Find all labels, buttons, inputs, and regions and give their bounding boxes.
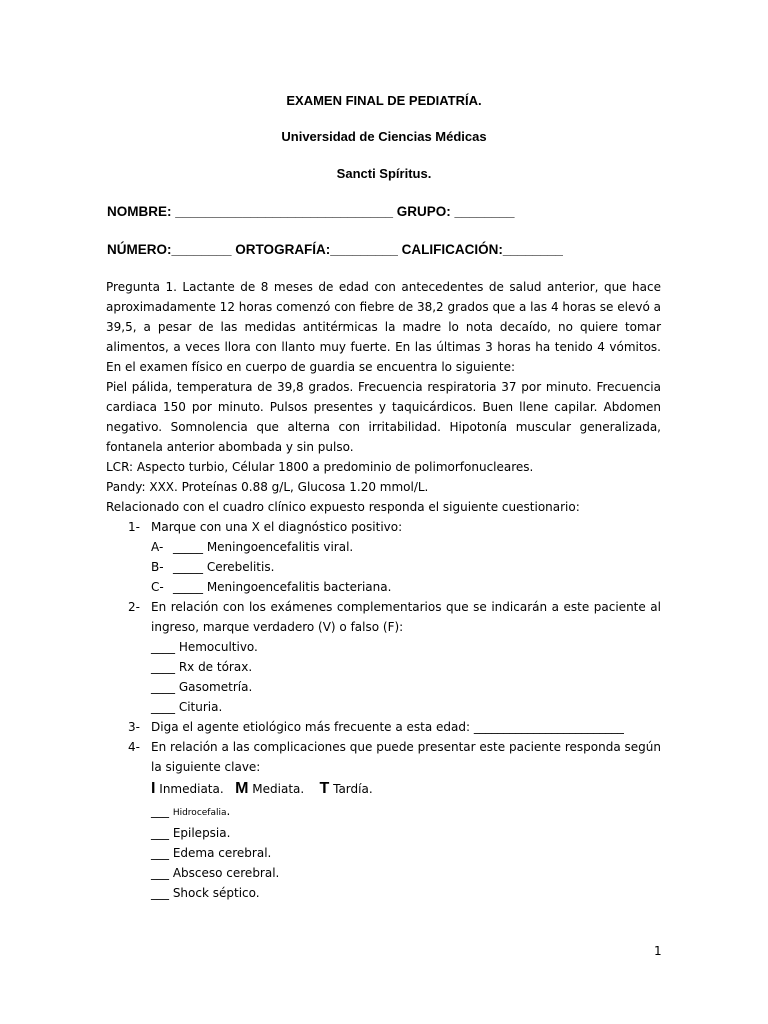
question-number: 3- xyxy=(128,720,140,734)
case-paragraph-1: Pregunta 1. Lactante de 8 meses de edad con antecedentes de salud anterior, que hace aproximadamente 12 horas comenzó con fiebre de 38,2 grados que a las 4 horas se elevó a 39,5, a pesar de las medidas antitérmicas la madre lo nota decaído, no quiere tomar alimentos, a veces llora con llanto muy fuerte. En las últimas 3 horas ha tenido 4 vómitos. En el examen físico en cuerpo de guardia se encuentra lo siguiente: xyxy=(106,280,661,374)
key-letter: I xyxy=(151,780,156,797)
city-name: Sancti Spíritus. xyxy=(336,166,432,181)
name-group-fields: NOMBRE: _____________________________ GRUPO: ________ xyxy=(107,204,515,219)
option-letter: B- xyxy=(151,560,164,574)
key-label: Inmediata. xyxy=(159,782,224,796)
key-label: Tardía. xyxy=(333,782,373,796)
exam-body xyxy=(106,277,661,903)
question-3 xyxy=(106,717,661,737)
question-2 xyxy=(106,597,661,637)
case-paragraph-2: Piel pálida, temperatura de 39,8 grados. Frecuencia respiratoria 37 por minuto. Frecuencia cardiaca 150 por minuto. Pulsos presentes y taquicárdicos. Buen llene capilar. Abdomen negativo. Somnolencia que alterna con irritabilidad. Hipotonía muscular generalizada, fontanela anterior abombada y sin pulso. xyxy=(106,380,661,454)
option-c xyxy=(151,577,661,597)
number-grade-fields: NÚMERO:________ ORTOGRAFÍA:_________ CALIFICACIÓN:________ xyxy=(107,242,563,257)
question-number: 4- xyxy=(128,740,140,754)
question-text: Diga el agente etiológico más frecuente a esta edad: _________________________ xyxy=(151,720,624,734)
answer-key xyxy=(151,777,661,801)
option-a xyxy=(151,537,661,557)
option-letter: C- xyxy=(151,580,164,594)
hidro-text: Hidrocefalia xyxy=(172,808,227,818)
list-item: ____ Rx de tórax. xyxy=(151,660,253,674)
question-text: En relación a las complicaciones que puede presentar este paciente responda según la siguiente clave: xyxy=(151,740,661,774)
list-item: ____ Hemocultivo. xyxy=(151,640,258,654)
hidro-blank: ___ xyxy=(151,804,169,818)
option-text: _____ Cerebelitis. xyxy=(173,560,275,574)
university-name: Universidad de Ciencias Médicas xyxy=(281,129,487,144)
page-number: 1 xyxy=(654,944,662,958)
key-label: Mediata. xyxy=(252,782,305,796)
list-item: ___ Shock séptico. xyxy=(151,886,260,900)
question-number: 1- xyxy=(128,520,140,534)
option-text: _____ Meningoencefalitis viral. xyxy=(173,540,354,554)
list-item: ____ Cituria. xyxy=(151,700,223,714)
question-text: Marque con una X el diagnóstico positivo: xyxy=(151,520,403,534)
list-item: ___ Absceso cerebral. xyxy=(151,866,280,880)
pandy-line: Pandy: XXX. Proteínas 0.88 g/L, Glucosa 1.20 mmol/L. xyxy=(106,480,429,494)
key-letter: M xyxy=(235,780,249,797)
question-4 xyxy=(106,737,661,777)
key-letter: T xyxy=(319,780,330,797)
questionnaire-intro: Relacionado con el cuadro clínico expuesto responda el siguiente cuestionario: xyxy=(106,500,580,514)
option-text: _____ Meningoencefalitis bacteriana. xyxy=(173,580,392,594)
exam-title: EXAMEN FINAL DE PEDIATRÍA. xyxy=(286,93,482,108)
option-letter: A- xyxy=(151,540,164,554)
lcr-line: LCR: Aspecto turbio, Célular 1800 a predominio de polimorfonucleares. xyxy=(106,460,534,474)
option-b xyxy=(151,557,661,577)
list-item: ___ Hidrocefalia. xyxy=(151,804,231,818)
list-item: ____ Gasometría. xyxy=(151,680,253,694)
list-item: ___ Edema cerebral. xyxy=(151,846,272,860)
question-text: En relación con los exámenes complementarios que se indicarán a este paciente al ingreso, marque verdadero (V) o falso (F): xyxy=(151,600,661,634)
question-number: 2- xyxy=(128,600,140,614)
question-1 xyxy=(106,517,661,537)
list-item: ___ Epilepsia. xyxy=(151,826,231,840)
